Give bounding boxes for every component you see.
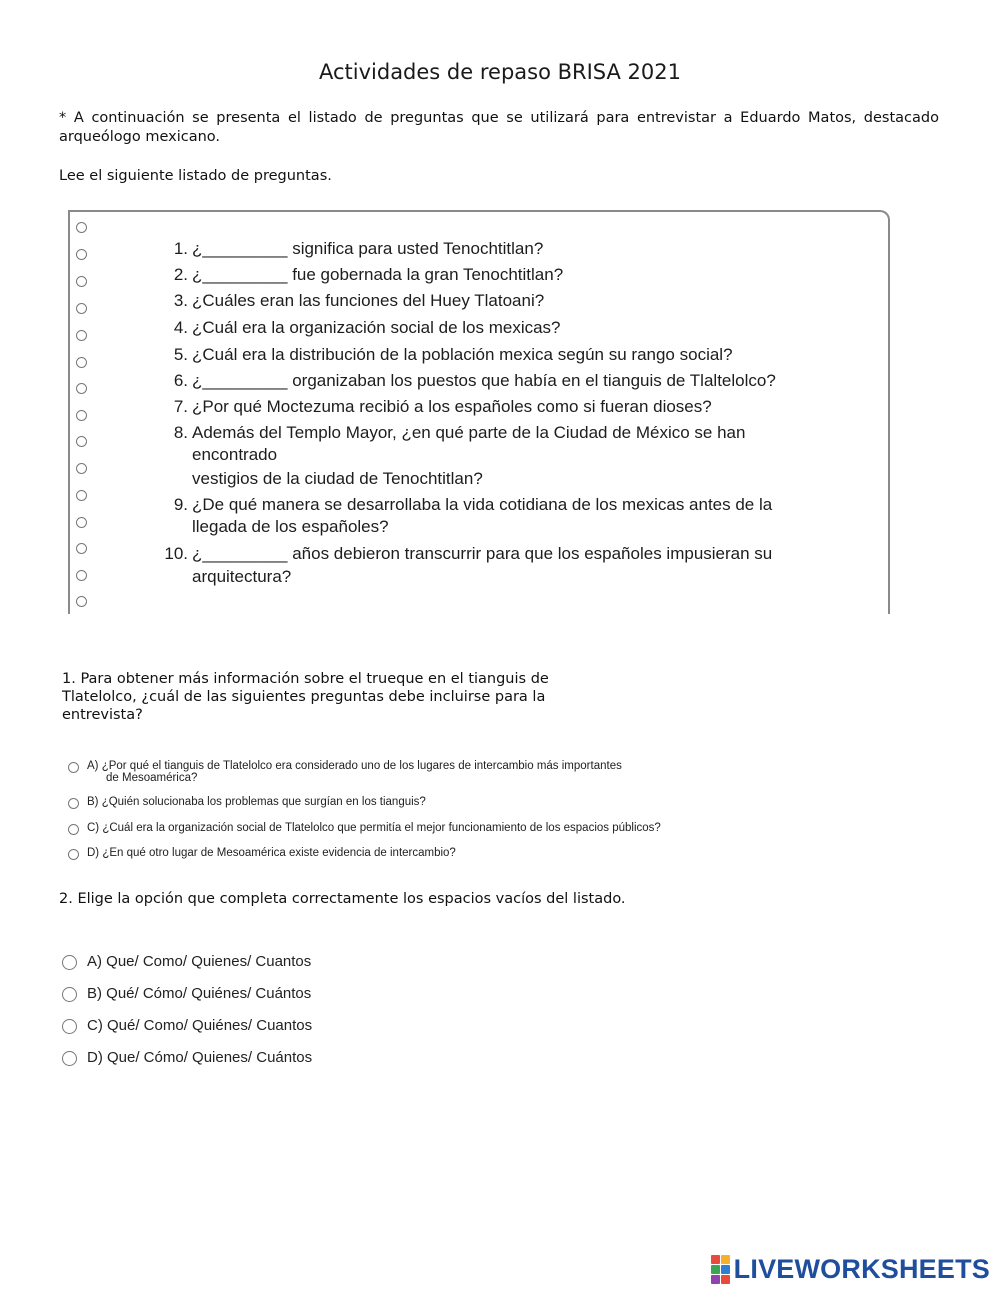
page-title: Actividades de repaso BRISA 2021 [318, 60, 681, 84]
question-line: llegada de los españoles? [192, 517, 389, 536]
radio-icon[interactable] [68, 849, 79, 860]
radio-icon [76, 276, 87, 287]
radio-icon [76, 543, 87, 554]
q2-option-c[interactable]: C) Qué/ Como/ Quiénes/ Cuantos [87, 1017, 312, 1034]
intro-text: * A continuación se presenta el listado de preguntas que se utilizará para entrevistar a Eduardo Matos, destacado arqueólogo mexicano. [59, 110, 939, 145]
question-line: encontrado [192, 445, 278, 464]
liveworksheets-logo-icon [711, 1255, 730, 1284]
brand-name: LIVEWORKSHEETS [733, 1253, 990, 1284]
question-line: 3. ¿Cuáles eran las funciones del Huey Tlatoani? [173, 291, 545, 310]
question-line: 5. ¿Cuál era la distribución de la población mexica según su rango social? [173, 345, 733, 364]
q1-option-d[interactable]: D) ¿En qué otro lugar de Mesoamérica existe evidencia de intercambio? [87, 847, 456, 859]
q2-option-a[interactable]: A) Que/ Como/ Quienes/ Cuantos [87, 953, 311, 970]
question-line: 8. Además del Templo Mayor, ¿en qué parte de la Ciudad de México se han [173, 423, 746, 442]
q1-option-b[interactable]: B) ¿Quién solucionaba los problemas que surgían en los tianguis? [87, 796, 426, 808]
q1-option-a[interactable]: A) ¿Por qué el tianguis de Tlatelolco era considerado uno de los lugares de intercambio más importantes de Mesoamérica? [87, 760, 622, 784]
radio-icon[interactable] [68, 824, 79, 835]
question-line: vestigios de la ciudad de Tenochtitlan? [192, 469, 483, 488]
radio-icon[interactable] [62, 955, 77, 970]
radio-icon[interactable] [62, 987, 77, 1002]
radio-icon [76, 222, 87, 233]
radio-icon [76, 303, 87, 314]
question-line: 4. ¿Cuál era la organización social de los mexicas? [173, 318, 561, 337]
radio-icon [76, 463, 87, 474]
q1-option-c[interactable]: C) ¿Cuál era la organización social de Tlatelolco que permitía el mejor funcionamiento de los espacios públicos? [87, 822, 661, 834]
radio-icon[interactable] [62, 1051, 77, 1066]
question-2-prompt: 2. Elige la opción que completa correctamente los espacios vacíos del listado. [59, 891, 626, 907]
radio-icon [76, 383, 87, 394]
radio-icon [76, 490, 87, 501]
question-list-panel [68, 210, 890, 614]
q2-option-d[interactable]: D) Que/ Cómo/ Quienes/ Cuántos [87, 1049, 312, 1066]
question-1-prompt: 1. Para obtener más información sobre el trueque en el tianguis de Tlatelolco, ¿cuál de las siguientes preguntas debe incluirse para la entrevista? [62, 671, 549, 723]
radio-icon [76, 249, 87, 260]
radio-icon [76, 436, 87, 447]
question-line: 9. ¿De qué manera se desarrollaba la vida cotidiana de los mexicas antes de la [173, 495, 773, 514]
radio-icon [76, 517, 87, 528]
question-line: 6. ¿_________ organizaban los puestos que había en el tianguis de Tlaltelolco? [173, 371, 776, 390]
liveworksheets-brand [711, 1254, 990, 1284]
question-line: 1. ¿_________ significa para usted Tenochtitlan? [173, 239, 544, 258]
radio-icon [76, 570, 87, 581]
radio-icon [76, 596, 87, 607]
radio-icon[interactable] [62, 1019, 77, 1034]
question-line: 2. ¿_________ fue gobernada la gran Tenochtitlan? [173, 265, 564, 284]
radio-icon[interactable] [68, 762, 79, 773]
question-line: 10. ¿_________ años debieron transcurrir para que los españoles impusieran su [164, 544, 773, 563]
question-line: 7. ¿Por qué Moctezuma recibió a los españoles como si fueran dioses? [173, 397, 712, 416]
radio-icon[interactable] [68, 798, 79, 809]
question-line: arquitectura? [192, 567, 292, 586]
q2-option-b[interactable]: B) Qué/ Cómo/ Quiénes/ Cuántos [87, 985, 311, 1002]
radio-icon [76, 410, 87, 421]
radio-icon [76, 330, 87, 341]
radio-icon [76, 357, 87, 368]
instruction-text: Lee el siguiente listado de preguntas. [59, 168, 332, 184]
